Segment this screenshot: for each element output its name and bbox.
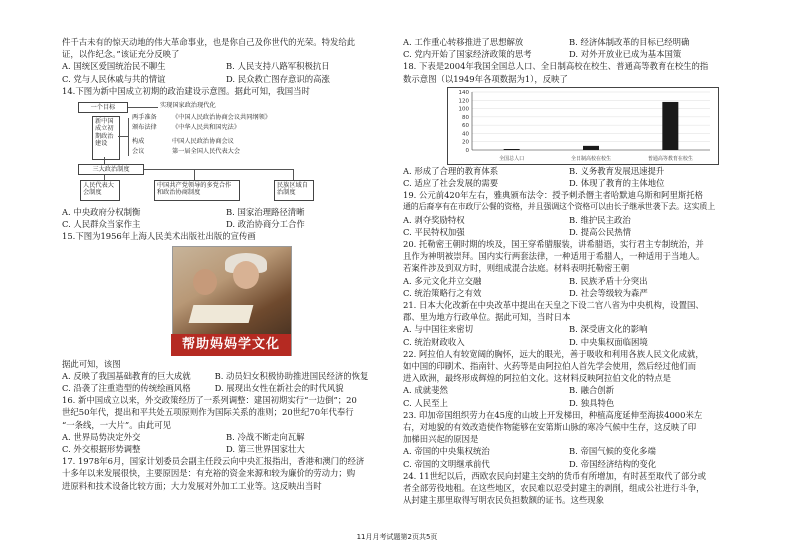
q22-option-b: B. 融合创新 [569,385,614,396]
q20-options-row-2 [403,287,735,299]
q23-options-row-2 [403,458,735,470]
q18-option-a: A. 形成了合理的教育体系 [403,165,499,176]
diagram-mid-2: 颁布法律 [132,124,157,132]
propaganda-poster-image [172,246,292,356]
chart-bar [504,149,520,150]
chart-ytick-label: 60 [462,122,469,129]
intro-line-2: 证，以作纪念。”该证充分反映了 [62,49,180,60]
diagram-box-ethnic: 民族区域自治制度 [274,180,314,201]
q14-option-c: C. 人民群众当家作主 [62,219,141,230]
q19-option-b: B. 维护民主政治 [569,214,631,225]
diagram-mid-4: 会议 [132,148,145,156]
q17-line-2: 十多年以来发展很快，主要原因是：有充裕的资金来源和较为廉价的劳动力；购 [62,468,356,479]
q21-option-a: A. 与中国往来密切 [403,324,473,335]
q24-line-1: 24. 11世纪以后，西欧农民向封建主交纳的货币有所增加，有时甚至取代了部分或 [403,470,707,481]
q13-options-row-2 [62,73,390,85]
q18-line-2: 数示意图（以1949年各项数据为1），反映了 [403,73,568,84]
q20-option-b: B. 民族矛盾十分突出 [569,275,648,286]
q14-option-b: B. 国家治理路径清晰 [226,207,305,218]
q16-line-1: 16. 新中国成立以来，外交政策经历了一系列调整：建国初期实行“一边倒”；20 [62,395,357,406]
q20-option-d: D. 社会等级较为森严 [569,287,648,298]
q24-line-3: 从封建主那里取得写明农民负担数额的证书。这些现象 [403,495,604,506]
q23-option-c: C. 帝国的文明继承前代 [403,458,490,469]
chart-category-label: 全国总人口 [499,155,525,162]
q18-options-row-2 [403,177,735,189]
q16-option-b: B. 冷战不断走向瓦解 [226,431,305,442]
q21-option-c: C. 统治财政收入 [403,336,465,347]
chart-bar [662,102,678,150]
q23-line-1: 23. 印加帝国组织劳力在45度的山坡上开发梯田，种植高度延伸至海拔4000米左 [403,409,703,420]
q20-option-a: A. 多元文化并立交融 [403,275,482,286]
q23-line-2: 右，对地貌的有效改造使作物能够在安第斯山脉的寒冷气候中生存，这反映了印 [403,422,697,433]
q21-line-2: 郡、里为地方行政单位。据此可知，当时日本 [403,312,571,323]
chart-category-label: 普通高等教育在校生 [647,155,693,162]
q14-option-a: A. 中央政府分权制衡 [62,207,141,218]
q17-option-a: A. 工作重心转移推进了思想解放 [403,37,524,47]
q23-options-row-1 [403,445,735,457]
chart-category-label: 全日制高校在校生 [570,155,612,162]
q13-option-b: B. 人民支持八路军积极抗日 [226,61,330,72]
q17-options-row-1 [403,36,735,48]
chart-bar [583,146,599,150]
q23-option-d: D. 帝国经济结构的变化 [569,458,657,469]
q16-line-2: 世纪50年代，提出和平共处五项原则作为国际关系的准则；20世纪70年代奉行 [62,407,354,418]
chart-ytick-label: 140 [458,89,469,96]
q22-option-d: D. 独具特色 [569,397,615,408]
q22-line-2: 如中国的印刷术、指南针、火药等是由阿拉伯人首先学会使用，然后经过他们而 [403,361,697,372]
q15-option-b: B. 动员妇女积极协助推进国民经济的恢复 [214,370,369,381]
diagram-right-1: 《中国人民政治协商会议共同纲领》 [172,114,271,122]
q16-options-row-1 [62,431,390,443]
q13-option-d: D. 民众救亡图存意识的高涨 [226,73,330,84]
diagram-mid-1: 两手准备 [132,114,157,122]
poster-slogan: 帮助妈妈学文化 [171,334,291,356]
diagram-box-npc: 人民代表大会制度 [80,180,120,201]
diagram-right-4: 第一届全国人民代表大会 [172,148,241,156]
q20-line-1: 20. 托勒密王朝时期的埃及，国王穿希腊服装，讲希腊语，实行君主专制统治，并 [403,239,704,250]
q18-option-b: B. 义务教育发展迅速提升 [569,165,665,176]
diagram-left-box: 新中国成立初期政治建设 [92,116,120,160]
q23-option-a: A. 帝国的中央集权统治 [403,446,490,457]
q24-line-2: 者全部劳役地租。在这些地区，农民难以忍受封建主的剥削，组成公社进行斗争， [403,483,705,494]
left-column [62,36,390,492]
q16-option-a: A. 世界局势决定外交 [62,431,141,442]
q14-stem: 14.下图为新中国成立初期的政治建设示意图。据此可知，我国当时 [62,85,310,96]
q22-options-row-2 [403,397,735,409]
page-footer: 11月月考试题第2页共5页 [356,533,438,541]
q21-option-b: B. 深受唐文化的影响 [569,324,648,335]
diagram-three-systems: 三大政治制度 [78,164,144,175]
education-index-chart [447,87,719,165]
q22-option-c: C. 人民至上 [403,397,448,408]
q19-options-row-1 [403,214,735,226]
q22-option-a: A. 成就斐然 [403,385,448,396]
q21-options-row-1 [403,323,735,335]
right-column [403,36,735,507]
q15-stem: 15.下图为1956年上海人民美术出版社出版的宣传画 [62,231,256,242]
q23-line-3: 加梯田兴起的原因是 [403,434,479,445]
diagram-right-2: 《中华人民共和国宪法》 [172,124,241,132]
q15-option-c: C. 沿袭了注重造型的传统绘画风格 [62,383,191,394]
q22-options-row-1 [403,384,735,396]
q15-options-row-2 [62,382,390,394]
chart-ytick-label: 80 [462,114,469,121]
diagram-goal-label: 一个目标 [78,102,128,113]
q22-line-1: 22. 阿拉伯人有较宽阔的胸怀，远大的眼光，善于吸收和利用各族人民文化成就， [403,348,704,359]
q20-options-row-1 [403,275,735,287]
q16-option-d: D. 第三世界国家壮大 [226,444,305,455]
poster-mother-figure [233,261,259,289]
diagram-mid-3: 构成 [132,138,145,146]
q23-option-b: B. 帝国气候的变化多端 [569,446,656,457]
q16-line-3: “一条线，一大片”。由此可见 [62,419,172,430]
q16-options-row-2 [62,443,390,455]
q22-line-3: 进入欧洲，最终形成辉煌的阿拉伯文化。这材料反映阿拉伯文化的特点是 [403,373,671,384]
q15-option-d: D. 展现出女性在新社会的时代风貌 [214,383,344,394]
q17-line-1: 17. 1978年6月，国家计划委员会副主任段云向中央汇报指出，香港和澳门的经济 [62,456,365,467]
q18-option-c: C. 适应了社会发展的需要 [403,178,499,189]
q17-line-3: 进原料和技术设备比较方面；大力发展对外加工工业等。这反映出当时 [62,480,322,491]
poster-child-figure [193,269,217,295]
q17-option-d: D. 对外开放业已成为基本国策 [569,49,682,60]
q19-options-row-2 [403,226,735,238]
q19-option-a: A. 剥夺奖励特权 [403,214,465,225]
q19-line-1: 19. 公元前420年左右，雅典颁布法令：授予刺杀僭主者哈默迪乌斯和阿里斯托格 [403,190,703,201]
q16-option-c: C. 外交根据形势调整 [62,444,141,455]
diagram-box-cpc: 中国共产党领导的多党合作和政治协商制度 [154,180,240,201]
diagram-right-3: 中国人民政治协商会议 [172,138,234,146]
chart-svg [448,88,718,164]
q18-line-1: 18. 下表是2004年我国全国总人口、全日制高校在校生、普通高等教育在校生的指 [403,61,709,72]
diagram-goal-text: 实现国家政治现代化 [160,102,216,110]
q21-options-row-2 [403,336,735,348]
intro-line-1: 件千古未有的惊天动地的伟大革命事业，也是你自己及你世代的光荣。特发给此 [62,37,356,47]
chart-ytick-label: 40 [462,131,469,138]
q20-line-3: 若案件涉及到双方时，则组成混合法庭。材料表明托勒密王朝 [403,263,630,274]
q20-line-2: 且作为神明被崇拜。国内实行两套法律，一种适用于希腊人，一种适用于当地人。 [403,251,705,262]
q14-options-row-2 [62,218,390,230]
q17-option-c: C. 党内开始了国家经济政策的思考 [403,49,532,60]
q19-option-c: C. 平民特权加强 [403,226,465,237]
q13-option-a: A. 国统区爱国统治民不聊生 [62,61,166,72]
q14-options-row-1 [62,206,390,218]
q18-option-d: D. 体现了教育的主体地位 [569,178,665,189]
q15-after: 据此可知，该图 [62,358,121,369]
q15-options-row-1 [62,370,390,382]
q13-option-c: C. 党与人民休戚与共的情谊 [62,73,166,84]
q14-option-d: D. 政治协商分工合作 [226,219,305,230]
chart-ytick-label: 20 [462,139,469,146]
q13-options-row-1 [62,60,390,72]
chart-ytick-label: 100 [458,106,469,113]
q17-options-row-2 [403,48,735,60]
q20-option-c: C. 统治策略行之有效 [403,287,482,298]
chart-ytick-label: 120 [458,98,469,105]
q19-line-2: 通的后裔享有在市政厅公餐的资格，并且强调这个资格可以由长子继承世袭下去。这实质上 [403,202,715,212]
poster-book [189,305,254,323]
q18-options-row-1 [403,165,735,177]
chart-ytick-label: 0 [465,147,469,154]
q19-option-d: D. 提高公民热情 [569,226,631,237]
q21-option-d: D. 中央集权面临困境 [569,336,648,347]
q17-option-b: B. 经济体制改革的目标已经明确 [569,37,690,47]
q15-option-a: A. 反映了我国基础教育的巨大成就 [62,370,191,381]
political-structure-diagram [74,100,374,204]
q21-line-1: 21. 日本大化改新在中央改革中提出在天皇之下设二官八省为中央机构，设置国、 [403,300,704,311]
